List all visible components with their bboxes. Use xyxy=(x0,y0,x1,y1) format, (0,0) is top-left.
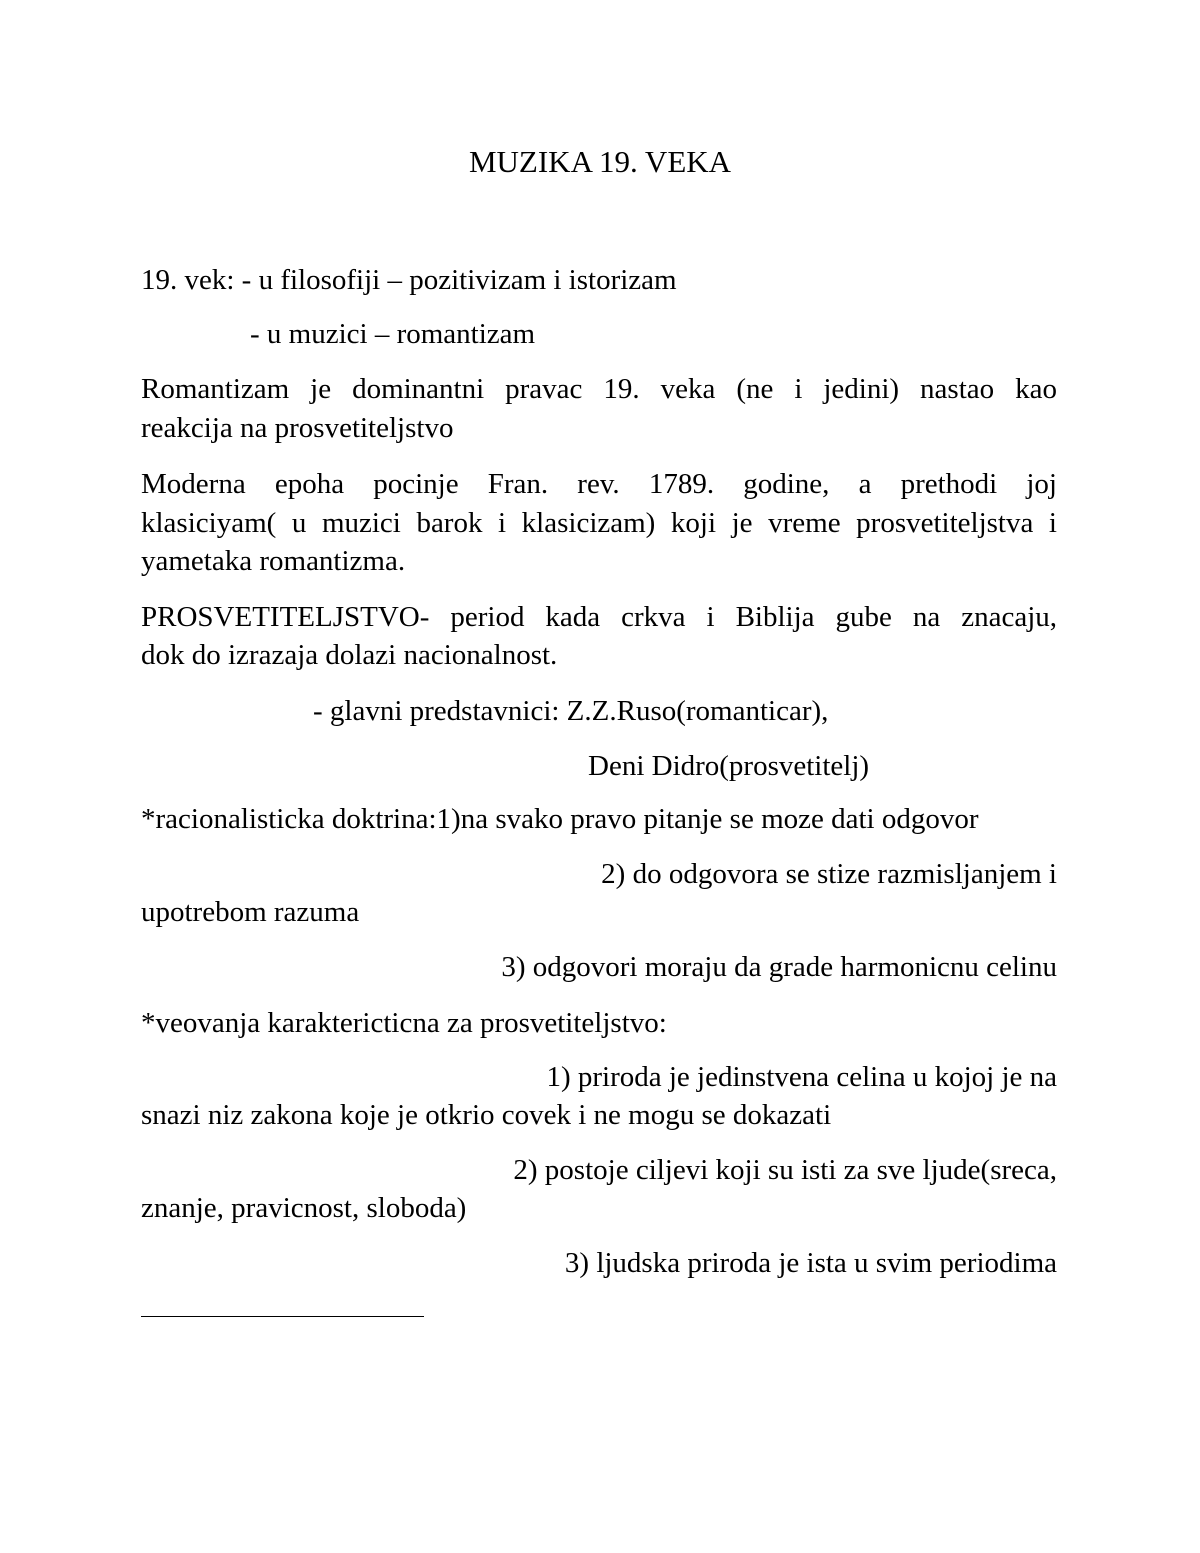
text-line: *racionalisticka doktrina:1)na svako pravo pitanje se moze dati odgovor xyxy=(141,803,979,835)
text-line: 2) postoje ciljevi koji su isti za sve ljude(sreca, xyxy=(513,1154,1057,1186)
text-line: reakcija na prosvetiteljstvo xyxy=(141,412,454,444)
horizontal-rule xyxy=(141,1316,424,1317)
text-line: 1) priroda je jedinstvena celina u kojoj je na xyxy=(546,1061,1057,1093)
text-line: yametaka romantizma. xyxy=(141,545,406,577)
text-line: - u muzici – romantizam xyxy=(250,318,536,350)
text-line: Deni Didro(prosvetitelj) xyxy=(588,750,870,782)
text-line: klasiciyam( u muzici barok i klasicizam) koji je vreme prosvetiteljstva i xyxy=(141,507,1057,539)
text-line: 3) odgovori moraju da grade harmonicnu celinu xyxy=(501,951,1057,983)
page-title: MUZIKA 19. VEKA xyxy=(468,144,732,179)
text-line: snazi niz zakona koje je otkrio covek i ne mogu se dokazati xyxy=(141,1099,832,1131)
text-line: dok do izrazaja dolazi nacionalnost. xyxy=(141,639,558,671)
text-line: - glavni predstavnici: Z.Z.Ruso(romanticar), xyxy=(313,695,829,727)
text-line: Romantizam je dominantni pravac 19. veka (ne i jedini) nastao kao xyxy=(141,373,1057,405)
text-line: znanje, pravicnost, sloboda) xyxy=(141,1192,467,1224)
text-line: *veovanja karaktericticna za prosvetiteljstvo: xyxy=(141,1007,667,1039)
text-line: upotrebom razuma xyxy=(141,896,360,928)
text-line: 3) ljudska priroda je ista u svim periodima xyxy=(564,1247,1057,1279)
text-line: PROSVETITELJSTVO- period kada crkva i Biblija gube na znacaju, xyxy=(141,601,1057,633)
text-line: 2) do odgovora se stize razmisljanjem i xyxy=(601,858,1057,890)
text-line: Moderna epoha pocinje Fran. rev. 1789. godine, a prethodi joj xyxy=(141,468,1057,500)
text-line: 19. vek: - u filosofiji – pozitivizam i istorizam xyxy=(141,264,677,296)
